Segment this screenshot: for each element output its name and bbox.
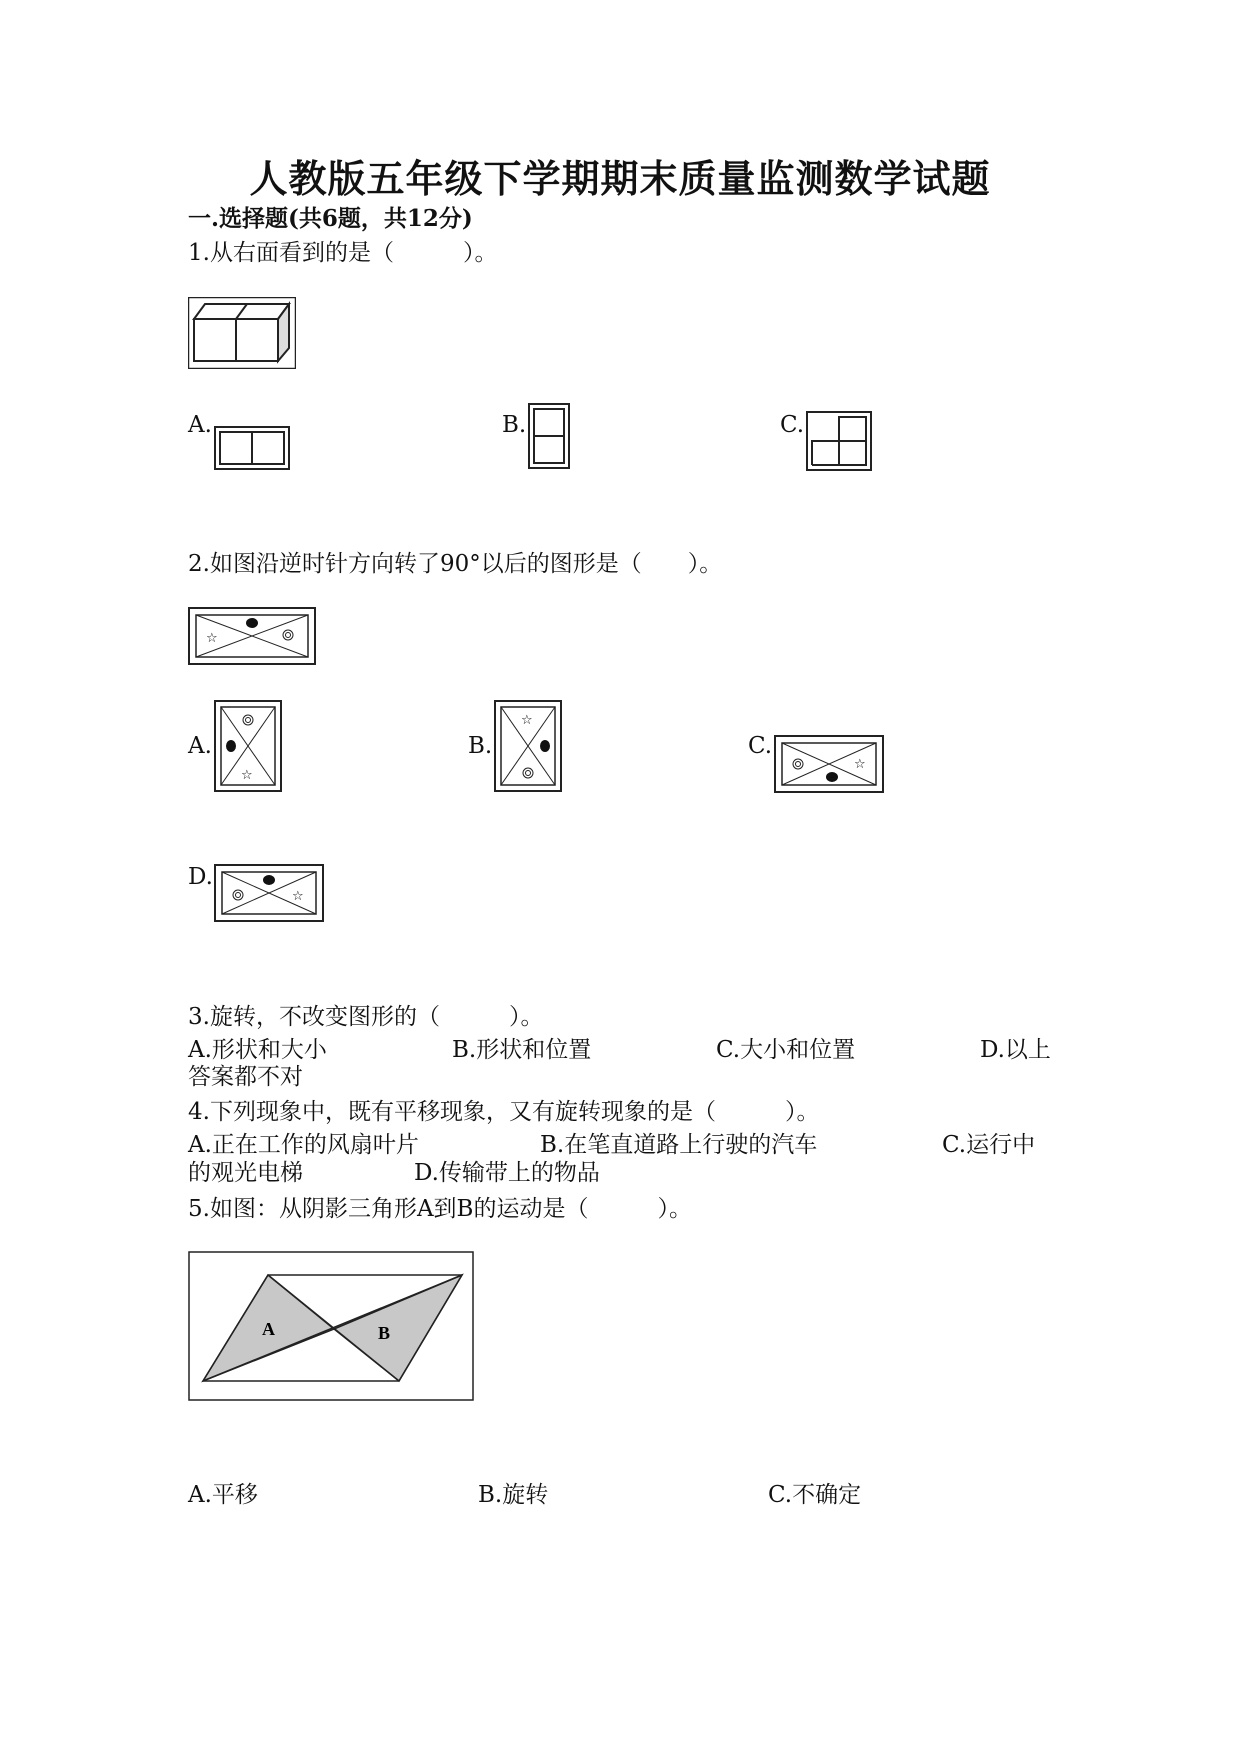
q5-option-c[interactable]: C.不确定	[768, 1482, 862, 1508]
question-3-text: 3.旋转，不改变图形的（ ）。	[188, 1004, 544, 1030]
q5-option-a[interactable]: A.平移	[188, 1482, 258, 1508]
q3-option-b[interactable]: B.形状和位置	[452, 1037, 592, 1063]
q2-option-b-figure	[494, 700, 562, 792]
q1-option-a-figure	[214, 426, 290, 470]
q5-parallelogram-figure	[188, 1251, 474, 1401]
svg-text:☆: ☆	[241, 768, 253, 783]
q3-option-c[interactable]: C.大小和位置	[716, 1037, 856, 1063]
triangle-b-label: B	[378, 1323, 391, 1343]
svg-text:☆: ☆	[521, 713, 533, 728]
svg-text:☆: ☆	[206, 631, 218, 646]
q4-option-a[interactable]: A.正在工作的风扇叶片	[188, 1132, 419, 1158]
triangle-a-label: A	[262, 1319, 275, 1339]
question-4-text: 4.下列现象中，既有平移现象，又有旋转现象的是（ ）。	[188, 1099, 820, 1125]
q2-option-d[interactable]: D.	[188, 864, 213, 890]
q2-option-d-figure	[214, 864, 324, 922]
svg-text:☆: ☆	[292, 889, 304, 904]
q2-option-a[interactable]: A.	[188, 733, 212, 759]
q4-option-c-continued: 的观光电梯	[188, 1160, 303, 1186]
q1-option-c[interactable]: C.	[780, 412, 805, 438]
section-heading: 一.选择题(共6题，共12分)	[188, 205, 473, 232]
question-5-text: 5.如图：从阴影三角形A到B的运动是（ ）。	[188, 1196, 692, 1222]
q1-option-b[interactable]: B.	[502, 412, 527, 438]
q1-option-b-figure	[528, 403, 570, 469]
q2-option-a-figure	[214, 700, 282, 792]
q2-option-b[interactable]: B.	[468, 733, 493, 759]
q4-option-b[interactable]: B.在笔直道路上行驶的汽车	[540, 1132, 818, 1158]
q1-option-c-figure	[806, 411, 872, 471]
q3-option-a[interactable]: A.形状和大小	[188, 1037, 327, 1063]
q3-option-d[interactable]: D.以上	[980, 1037, 1051, 1063]
question-1-text: 1.从右面看到的是（ ）。	[188, 240, 498, 266]
question-2-text: 2.如图沿逆时针方向转了90°以后的图形是（ ）。	[188, 551, 723, 577]
q2-option-c[interactable]: C.	[748, 733, 773, 759]
q5-option-b[interactable]: B.旋转	[478, 1482, 549, 1508]
q1-cube-figure	[188, 297, 296, 369]
svg-text:☆: ☆	[854, 757, 866, 772]
q1-option-a[interactable]: A.	[188, 412, 212, 438]
q4-option-d[interactable]: D.传输带上的物品	[414, 1160, 600, 1186]
q2-rect-figure	[188, 607, 316, 665]
q2-option-c-figure	[774, 735, 884, 793]
page-title: 人教版五年级下学期期末质量监测数学试题	[249, 156, 991, 201]
q3-option-d-continued: 答案都不对	[188, 1064, 303, 1090]
q4-option-c[interactable]: C.运行中	[942, 1132, 1036, 1158]
